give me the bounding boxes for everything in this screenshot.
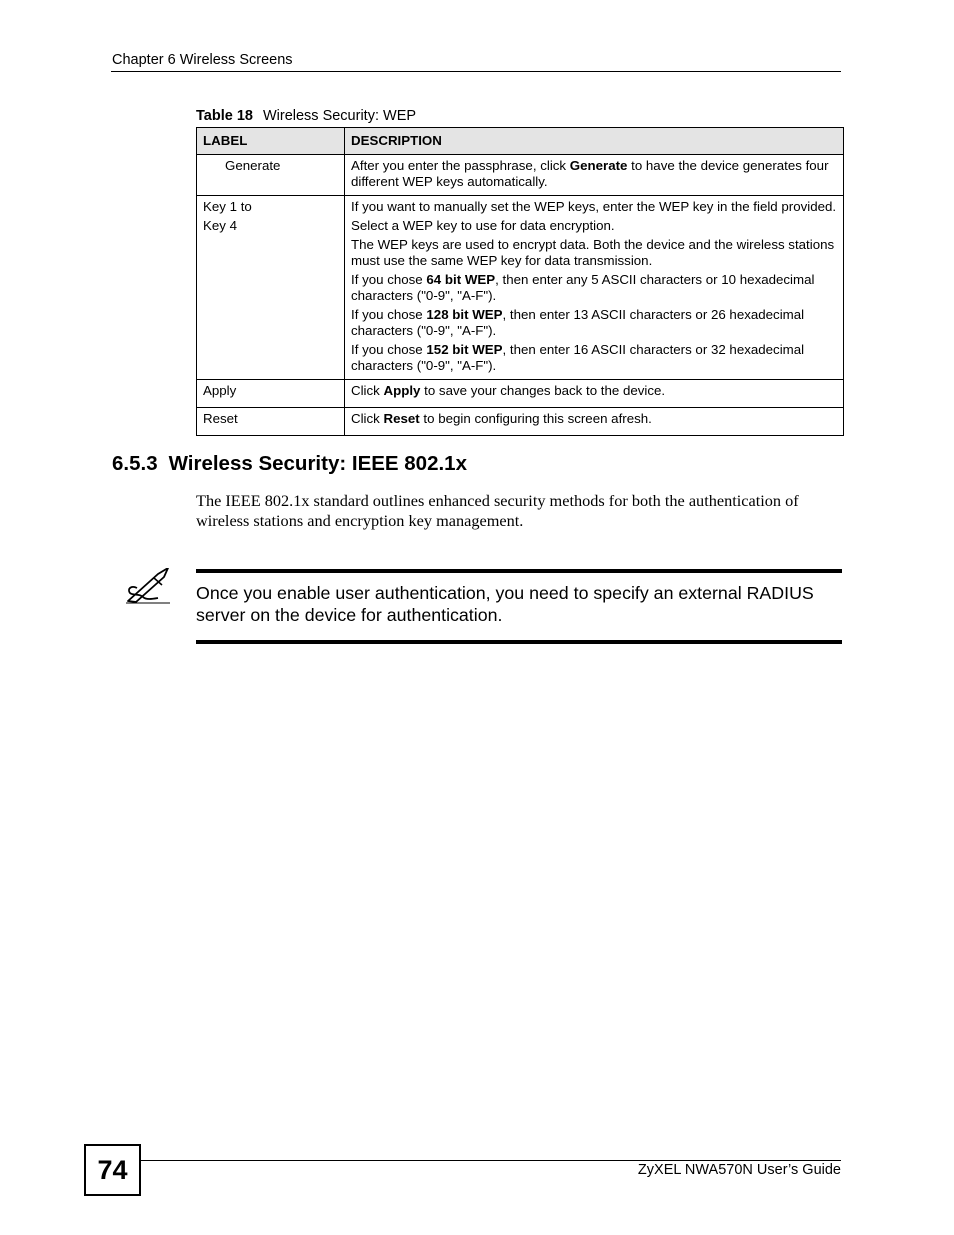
text-run: If you chose xyxy=(351,342,427,357)
row-label xyxy=(197,408,345,436)
ui-term: Apply xyxy=(383,383,421,398)
text-run: If you chose xyxy=(351,307,427,322)
row-description xyxy=(345,408,844,436)
row-description xyxy=(345,155,844,196)
table-header-row xyxy=(197,128,844,155)
description-paragraph xyxy=(351,411,837,427)
description-paragraph xyxy=(351,383,837,399)
footer-rule xyxy=(139,1160,841,1161)
row-description xyxy=(345,380,844,408)
text-run: The WEP keys are used to encrypt data. Both the device and the wireless stations must use the same WEP key for data transmission. xyxy=(351,237,835,268)
row-label-line: Generate xyxy=(225,158,281,173)
text-run: , then enter 13 ASCII characters or 26 hexadecimal characters ("0-9", "A-F"). xyxy=(351,307,805,338)
footer-guide-title: ZyXEL NWA570N User’s Guide xyxy=(637,1162,841,1178)
description-paragraph xyxy=(351,199,837,215)
text-run: After you enter the passphrase, click xyxy=(351,158,570,173)
description-paragraph xyxy=(351,218,837,234)
note-rule-bottom xyxy=(196,640,842,644)
running-header: Chapter 6 Wireless Screens xyxy=(112,52,293,68)
note-pen-icon xyxy=(124,568,174,604)
ui-term: 152 bit WEP xyxy=(426,342,503,357)
row-label-line: Key 1 to xyxy=(203,199,252,214)
text-run: Click xyxy=(351,411,384,426)
ui-term: 128 bit WEP xyxy=(426,307,503,322)
header-rule xyxy=(111,71,841,72)
row-label xyxy=(197,155,345,196)
text-run: Click xyxy=(351,383,384,398)
text-run: If you chose xyxy=(351,272,427,287)
row-label xyxy=(197,380,345,408)
note-rule-top xyxy=(196,569,842,573)
description-paragraph xyxy=(351,307,837,339)
table-caption-title: Wireless Security: WEP xyxy=(262,108,417,124)
text-run: , then enter any 5 ASCII characters or 10 hexadecimal characters ("0-9", "A-F"). xyxy=(351,272,815,303)
wep-table xyxy=(196,127,844,436)
table-row xyxy=(197,155,844,196)
text-run: If you want to manually set the WEP keys, enter the WEP key in the field provided. xyxy=(351,199,837,214)
section-body-paragraph: The IEEE 802.1x standard outlines enhanced security methods for both the authentication of wireless stations and encryption key management. xyxy=(196,491,799,530)
table-caption xyxy=(196,108,416,124)
text-run: to have the device generates four different WEP keys automatically. xyxy=(351,158,829,189)
table-body xyxy=(197,155,844,436)
description-paragraph xyxy=(351,342,837,374)
description-paragraph xyxy=(351,237,837,269)
section-title: Wireless Security: IEEE 802.1x xyxy=(168,452,467,475)
table-row xyxy=(197,196,844,380)
row-label-line: Key 4 xyxy=(203,218,238,233)
text-run: Select a WEP key to use for data encryption. xyxy=(351,218,615,233)
row-description xyxy=(345,196,844,380)
table-caption-number: Table 18 xyxy=(196,108,253,124)
ui-term: 64 bit WEP xyxy=(426,272,496,287)
row-label-line: Apply xyxy=(203,383,237,398)
text-run: to save your changes back to the device. xyxy=(420,383,666,398)
note-text: Once you enable user authentication, you need to specify an external RADIUS server on the device for authentication. xyxy=(196,583,814,625)
row-label-line: Reset xyxy=(203,411,238,426)
ui-term: Reset xyxy=(383,411,420,426)
column-header-label: LABEL xyxy=(197,128,345,155)
section-heading xyxy=(112,452,467,476)
text-run: to begin configuring this screen afresh. xyxy=(419,411,652,426)
text-run: , then enter 16 ASCII characters or 32 hexadecimal characters ("0-9", "A-F"). xyxy=(351,342,805,373)
table-row xyxy=(197,380,844,408)
ui-term: Generate xyxy=(569,158,628,173)
description-paragraph xyxy=(351,272,837,304)
section-number: 6.5.3 xyxy=(112,452,158,475)
row-label xyxy=(197,196,345,380)
page-number: 74 xyxy=(84,1144,141,1196)
table-row xyxy=(197,408,844,436)
column-header-description: DESCRIPTION xyxy=(345,128,844,155)
description-paragraph xyxy=(351,158,837,190)
